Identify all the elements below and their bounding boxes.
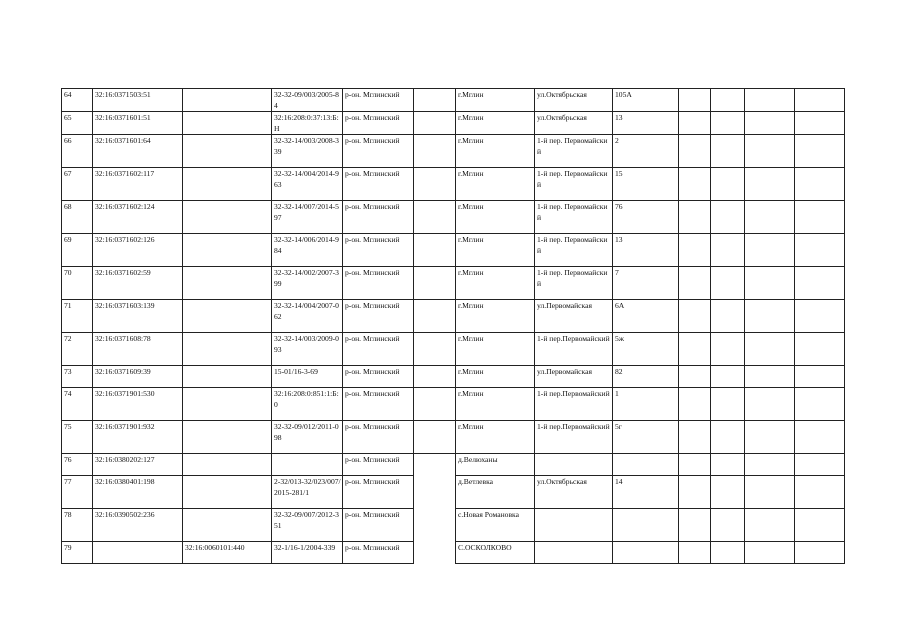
street-cell: 1-й пер. Первомайский <box>535 267 613 300</box>
cadastral-number-2-cell <box>183 300 272 333</box>
extra-cell <box>711 135 745 168</box>
table-row <box>62 421 845 454</box>
extra-cell <box>745 388 795 421</box>
table-row <box>62 201 845 234</box>
blank-cell <box>414 89 456 112</box>
cadastral-number-cell: 32:16:0371608:78 <box>93 333 183 366</box>
cadastral-number-2-cell <box>183 89 272 112</box>
extra-cell <box>711 168 745 201</box>
table-row <box>62 366 845 388</box>
cadastral-number-2-cell <box>183 135 272 168</box>
district-cell: р-он. Мглинский <box>343 300 414 333</box>
extra-cell <box>745 366 795 388</box>
cadastral-number-cell: 32:16:0371602:126 <box>93 234 183 267</box>
blank-cell <box>414 112 456 135</box>
cadastral-number-2-cell <box>183 333 272 366</box>
cadastral-number-cell: 32:16:0371901:530 <box>93 388 183 421</box>
row-number-cell: 73 <box>62 366 93 388</box>
blank-cell <box>414 300 456 333</box>
settlement-cell: г.Мглин <box>456 333 535 366</box>
street-cell <box>535 454 613 476</box>
extra-cell <box>711 454 745 476</box>
table-row <box>62 89 845 112</box>
extra-cell <box>711 366 745 388</box>
registration-number-cell: 2-32/013-32/023/007/2015-281/1 <box>272 476 343 509</box>
extra-cell <box>711 89 745 112</box>
cadastral-number-cell: 32:16:0371602:124 <box>93 201 183 234</box>
settlement-cell: г.Мглин <box>456 388 535 421</box>
cadastral-number-cell: 32:16:0371602:59 <box>93 267 183 300</box>
extra-cell <box>679 89 711 112</box>
cadastral-number-cell: 32:16:0371603:139 <box>93 300 183 333</box>
registration-number-cell: 32:16:208:0:37:13:Б:Н <box>272 112 343 135</box>
blank-cell <box>414 542 456 564</box>
extra-cell <box>679 234 711 267</box>
blank-cell <box>414 168 456 201</box>
house-number-cell <box>613 509 679 542</box>
extra-cell <box>679 476 711 509</box>
extra-cell <box>795 476 845 509</box>
extra-cell <box>711 234 745 267</box>
table-row <box>62 168 845 201</box>
street-cell: ул.Октябрьская <box>535 112 613 135</box>
extra-cell <box>711 388 745 421</box>
row-number-cell: 77 <box>62 476 93 509</box>
cadastral-number-cell: 32:16:0371503:51 <box>93 89 183 112</box>
blank-cell <box>414 333 456 366</box>
extra-cell <box>711 333 745 366</box>
cadastral-number-2-cell <box>183 476 272 509</box>
cadastral-number-2-cell <box>183 168 272 201</box>
extra-cell <box>795 454 845 476</box>
extra-cell <box>745 267 795 300</box>
cadastral-number-2-cell <box>183 234 272 267</box>
extra-cell <box>795 421 845 454</box>
cadastral-number-cell: 32:16:0371901:932 <box>93 421 183 454</box>
cadastral-number-2-cell: 32:16:0060101:440 <box>183 542 272 564</box>
extra-cell <box>795 509 845 542</box>
district-cell: р-он. Мглинский <box>343 476 414 509</box>
settlement-cell: г.Мглин <box>456 366 535 388</box>
registration-number-cell: 32-32-14/003/2008-339 <box>272 135 343 168</box>
extra-cell <box>679 135 711 168</box>
blank-cell <box>414 509 456 542</box>
extra-cell <box>745 421 795 454</box>
settlement-cell: г.Мглин <box>456 300 535 333</box>
settlement-cell: г.Мглин <box>456 421 535 454</box>
blank-cell <box>414 454 456 476</box>
cadastral-number-2-cell <box>183 421 272 454</box>
table-row <box>62 542 845 564</box>
street-cell: 1-й пер. Первомайский <box>535 234 613 267</box>
extra-cell <box>679 333 711 366</box>
table-row <box>62 388 845 421</box>
registration-number-cell: 32-32-09/007/2012-351 <box>272 509 343 542</box>
row-number-cell: 69 <box>62 234 93 267</box>
cadastral-number-2-cell <box>183 201 272 234</box>
row-number-cell: 71 <box>62 300 93 333</box>
cadastral-number-2-cell <box>183 509 272 542</box>
extra-cell <box>711 509 745 542</box>
blank-cell <box>414 135 456 168</box>
cadastral-number-cell: 32:16:0390502:236 <box>93 509 183 542</box>
street-cell: ул.Первомайская <box>535 366 613 388</box>
street-cell: 1-й пер. Первомайский <box>535 201 613 234</box>
district-cell: р-он. Мглинский <box>343 135 414 168</box>
extra-cell <box>745 201 795 234</box>
extra-cell <box>795 542 845 564</box>
table-row <box>62 112 845 135</box>
extra-cell <box>795 388 845 421</box>
house-number-cell <box>613 454 679 476</box>
house-number-cell: 5г <box>613 421 679 454</box>
extra-cell <box>679 454 711 476</box>
extra-cell <box>711 421 745 454</box>
cadastral-number-cell: 32:16:0371601:64 <box>93 135 183 168</box>
row-number-cell: 70 <box>62 267 93 300</box>
table-row <box>62 333 845 366</box>
blank-cell <box>414 267 456 300</box>
district-cell: р-он. Мглинский <box>343 168 414 201</box>
extra-cell <box>795 135 845 168</box>
row-number-cell: 74 <box>62 388 93 421</box>
table-row <box>62 476 845 509</box>
settlement-cell: г.Мглин <box>456 135 535 168</box>
district-cell: р-он. Мглинский <box>343 234 414 267</box>
extra-cell <box>795 366 845 388</box>
settlement-cell: С.ОСКОЛКОВО <box>456 542 535 564</box>
row-number-cell: 75 <box>62 421 93 454</box>
house-number-cell <box>613 542 679 564</box>
extra-cell <box>711 112 745 135</box>
settlement-cell: д.Ветлевка <box>456 476 535 509</box>
registration-number-cell: 32-32-14/007/2014-597 <box>272 201 343 234</box>
registration-number-cell: 15-01/16-3-69 <box>272 366 343 388</box>
table-row <box>62 300 845 333</box>
extra-cell <box>711 201 745 234</box>
extra-cell <box>711 542 745 564</box>
registration-number-cell: 32-1/16-1/2004-339 <box>272 542 343 564</box>
extra-cell <box>679 421 711 454</box>
extra-cell <box>745 234 795 267</box>
extra-cell <box>679 201 711 234</box>
extra-cell <box>795 201 845 234</box>
registration-number-cell: 32-32-14/004/2014-963 <box>272 168 343 201</box>
settlement-cell: д.Велюханы <box>456 454 535 476</box>
extra-cell <box>711 267 745 300</box>
blank-cell <box>414 234 456 267</box>
settlement-cell: г.Мглин <box>456 267 535 300</box>
house-number-cell: 82 <box>613 366 679 388</box>
table-row <box>62 135 845 168</box>
house-number-cell: 2 <box>613 135 679 168</box>
cadastral-number-cell: 32:16:0371601:51 <box>93 112 183 135</box>
cadastral-number-2-cell <box>183 267 272 300</box>
settlement-cell: г.Мглин <box>456 234 535 267</box>
blank-cell <box>414 201 456 234</box>
street-cell: 1-й пер. Первомайский <box>535 168 613 201</box>
street-cell: 1-й пер.Первомайский <box>535 421 613 454</box>
cadastral-number-cell: 32:16:0371602:117 <box>93 168 183 201</box>
table-row <box>62 454 845 476</box>
row-number-cell: 65 <box>62 112 93 135</box>
table-row <box>62 267 845 300</box>
settlement-cell: г.Мглин <box>456 201 535 234</box>
extra-cell <box>679 388 711 421</box>
extra-cell <box>795 89 845 112</box>
row-number-cell: 64 <box>62 89 93 112</box>
blank-cell <box>414 366 456 388</box>
blank-cell <box>414 421 456 454</box>
cadastral-number-cell: 32:16:0380202:127 <box>93 454 183 476</box>
extra-cell <box>795 168 845 201</box>
row-number-cell: 68 <box>62 201 93 234</box>
extra-cell <box>745 542 795 564</box>
registration-number-cell: 32:16:208:0:851:1:Б:0 <box>272 388 343 421</box>
settlement-cell: г.Мглин <box>456 89 535 112</box>
district-cell: р-он. Мглинский <box>343 421 414 454</box>
table-row <box>62 509 845 542</box>
street-cell: 1-й пер. Первомайский <box>535 135 613 168</box>
cadastral-number-2-cell <box>183 112 272 135</box>
extra-cell <box>679 112 711 135</box>
row-number-cell: 72 <box>62 333 93 366</box>
extra-cell <box>679 168 711 201</box>
extra-cell <box>745 112 795 135</box>
house-number-cell: 6А <box>613 300 679 333</box>
district-cell: р-он. Мглинский <box>343 89 414 112</box>
cadastral-number-2-cell <box>183 388 272 421</box>
extra-cell <box>679 509 711 542</box>
extra-cell <box>795 267 845 300</box>
row-number-cell: 76 <box>62 454 93 476</box>
district-cell: р-он. Мглинский <box>343 333 414 366</box>
extra-cell <box>679 542 711 564</box>
house-number-cell: 105А <box>613 89 679 112</box>
row-number-cell: 66 <box>62 135 93 168</box>
row-number-cell: 67 <box>62 168 93 201</box>
street-cell: ул.Октябрьская <box>535 476 613 509</box>
district-cell: р-он. Мглинский <box>343 201 414 234</box>
street-cell <box>535 509 613 542</box>
blank-cell <box>414 388 456 421</box>
district-cell: р-он. Мглинский <box>343 509 414 542</box>
house-number-cell: 1 <box>613 388 679 421</box>
house-number-cell: 5ж <box>613 333 679 366</box>
settlement-cell: с.Новая Романовка <box>456 509 535 542</box>
house-number-cell: 7 <box>613 267 679 300</box>
district-cell: р-он. Мглинский <box>343 366 414 388</box>
extra-cell <box>711 300 745 333</box>
extra-cell <box>795 300 845 333</box>
street-cell: 1-й пер.Первомайский <box>535 333 613 366</box>
extra-cell <box>679 300 711 333</box>
registration-number-cell: 32-32-14/003/2009-093 <box>272 333 343 366</box>
extra-cell <box>795 234 845 267</box>
registration-number-cell: 32-32-09/003/2005-84 <box>272 89 343 112</box>
district-cell: р-он. Мглинский <box>343 112 414 135</box>
house-number-cell: 13 <box>613 112 679 135</box>
row-number-cell: 78 <box>62 509 93 542</box>
blank-cell <box>414 476 456 509</box>
district-cell: р-он. Мглинский <box>343 542 414 564</box>
extra-cell <box>679 267 711 300</box>
row-number-cell: 79 <box>62 542 93 564</box>
extra-cell <box>745 168 795 201</box>
house-number-cell: 15 <box>613 168 679 201</box>
street-cell: ул.Первомайская <box>535 300 613 333</box>
extra-cell <box>795 112 845 135</box>
registration-number-cell: 32-32-14/002/2007-399 <box>272 267 343 300</box>
table-row <box>62 234 845 267</box>
extra-cell <box>745 509 795 542</box>
house-number-cell: 13 <box>613 234 679 267</box>
street-cell <box>535 542 613 564</box>
district-cell: р-он. Мглинский <box>343 267 414 300</box>
extra-cell <box>795 333 845 366</box>
house-number-cell: 76 <box>613 201 679 234</box>
registration-number-cell: 32-32-09/012/2011-098 <box>272 421 343 454</box>
cadastral-number-2-cell <box>183 454 272 476</box>
settlement-cell: г.Мглин <box>456 112 535 135</box>
cadastral-number-cell: 32:16:0380401:198 <box>93 476 183 509</box>
extra-cell <box>745 89 795 112</box>
extra-cell <box>745 135 795 168</box>
extra-cell <box>679 366 711 388</box>
extra-cell <box>745 454 795 476</box>
cadastral-number-2-cell <box>183 366 272 388</box>
house-number-cell: 14 <box>613 476 679 509</box>
street-cell: ул.Октябрьская <box>535 89 613 112</box>
extra-cell <box>745 333 795 366</box>
district-cell: р-он. Мглинский <box>343 388 414 421</box>
street-cell: 1-й пер.Первомайский <box>535 388 613 421</box>
extra-cell <box>711 476 745 509</box>
property-register-table <box>61 88 845 564</box>
settlement-cell: г.Мглин <box>456 168 535 201</box>
cadastral-number-cell: 32:16:0371609:39 <box>93 366 183 388</box>
registration-number-cell <box>272 454 343 476</box>
district-cell: р-он. Мглинский <box>343 454 414 476</box>
cadastral-number-cell <box>93 542 183 564</box>
table-body <box>62 89 845 564</box>
extra-cell <box>745 476 795 509</box>
registration-number-cell: 32-32-14/006/2014-984 <box>272 234 343 267</box>
registration-number-cell: 32-32-14/004/2007-062 <box>272 300 343 333</box>
extra-cell <box>745 300 795 333</box>
